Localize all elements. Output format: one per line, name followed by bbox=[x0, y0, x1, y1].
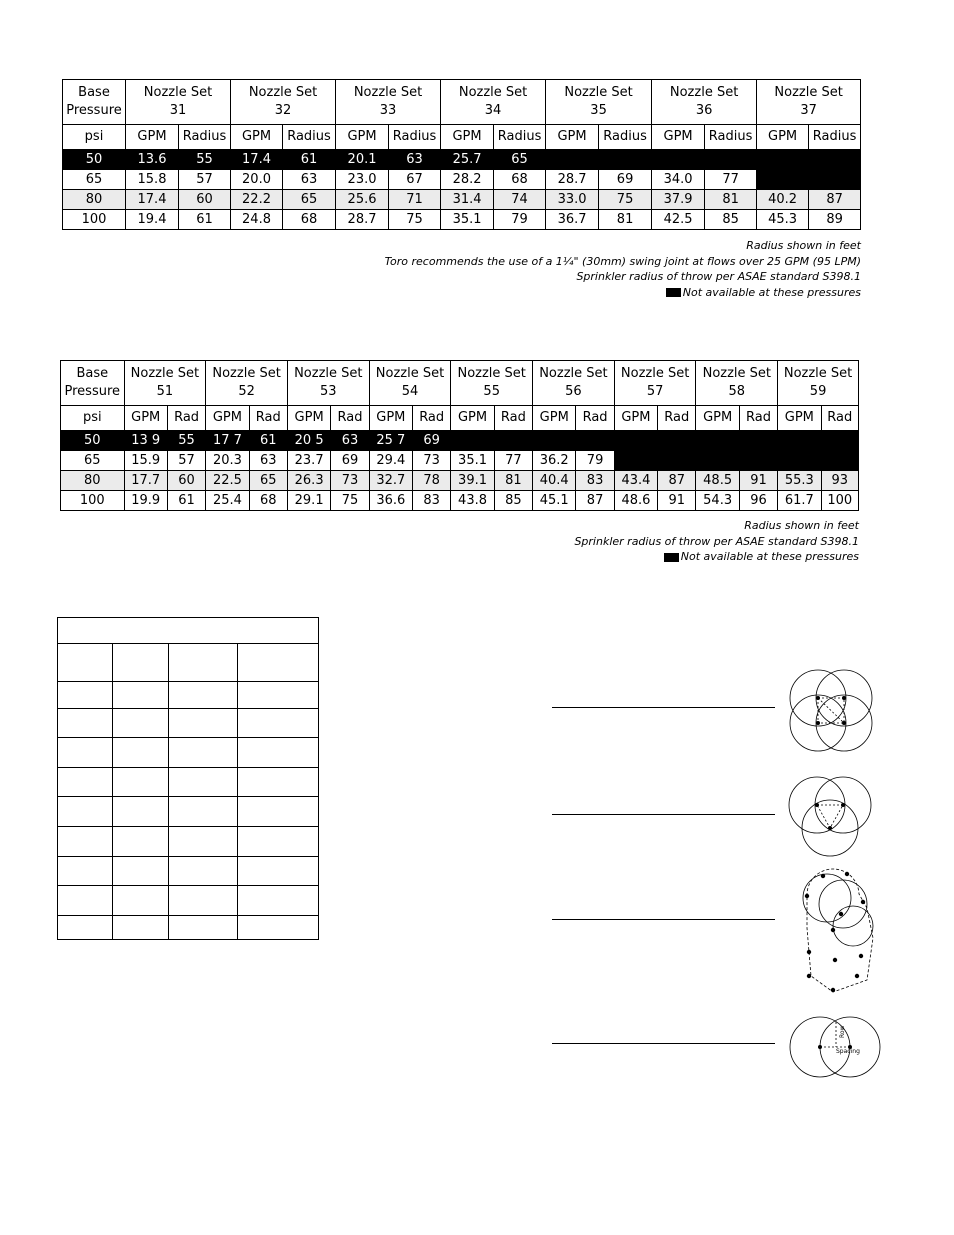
table-header-row bbox=[61, 361, 859, 406]
value-cell: 61 bbox=[179, 210, 231, 230]
value-cell: 17.4 bbox=[126, 190, 179, 210]
value-cell bbox=[696, 431, 739, 451]
nozzle-set-header: Nozzle Set 51 bbox=[124, 361, 206, 406]
radius-header: Rad bbox=[494, 406, 532, 431]
blank-row bbox=[58, 738, 319, 768]
value-cell bbox=[809, 170, 861, 190]
value-cell: 24.8 bbox=[231, 210, 283, 230]
value-cell: 36.2 bbox=[533, 451, 576, 471]
gpm-header: GPM bbox=[696, 406, 739, 431]
value-cell: 63 bbox=[283, 170, 336, 190]
blank-cell bbox=[113, 644, 169, 682]
blank-cell bbox=[169, 768, 238, 797]
value-cell bbox=[652, 150, 705, 170]
value-cell: 37.9 bbox=[652, 190, 705, 210]
blank-row bbox=[58, 797, 319, 827]
value-cell: 85 bbox=[494, 491, 532, 511]
value-cell: 60 bbox=[167, 471, 205, 491]
blank-cell bbox=[169, 738, 238, 768]
value-cell: 19.4 bbox=[126, 210, 179, 230]
black-square-icon bbox=[664, 553, 679, 562]
value-cell: 45.1 bbox=[533, 491, 576, 511]
blank-cell bbox=[238, 644, 319, 682]
value-cell: 31.4 bbox=[441, 190, 494, 210]
nozzle-set-header: Nozzle Set 53 bbox=[287, 361, 369, 406]
blank-cell bbox=[113, 827, 169, 857]
blank-row bbox=[58, 768, 319, 797]
value-cell: 81 bbox=[494, 471, 532, 491]
note-line: Toro recommends the use of a 1¼" (30mm) swing joint at flows over 25 GPM (95 LPM) bbox=[384, 254, 861, 268]
value-cell: 69 bbox=[599, 170, 652, 190]
blank-cell bbox=[169, 644, 238, 682]
value-cell: 87 bbox=[809, 190, 861, 210]
radius-header: Rad bbox=[331, 406, 369, 431]
blank-cell bbox=[169, 827, 238, 857]
legend-not-available: Not available at these pressures bbox=[574, 549, 859, 565]
blank-cell bbox=[58, 644, 113, 682]
value-cell: 32.7 bbox=[369, 471, 412, 491]
gpm-header: GPM bbox=[652, 125, 705, 150]
blank-cell bbox=[113, 857, 169, 886]
note-line: Radius shown in feet bbox=[744, 519, 859, 532]
value-cell: 55.3 bbox=[778, 471, 821, 491]
table-row bbox=[63, 210, 861, 230]
value-cell: 78 bbox=[413, 471, 451, 491]
value-cell: 75 bbox=[389, 210, 441, 230]
note-line: Sprinkler radius of throw per ASAE standard S398.1 bbox=[576, 270, 861, 283]
black-square-icon bbox=[666, 288, 681, 297]
table-row bbox=[61, 451, 859, 471]
value-cell: 45.3 bbox=[757, 210, 809, 230]
blank-cell bbox=[113, 916, 169, 940]
value-cell: 34.0 bbox=[652, 170, 705, 190]
blank-cell bbox=[238, 768, 319, 797]
value-cell: 22.2 bbox=[231, 190, 283, 210]
value-cell bbox=[614, 431, 657, 451]
table2-notes bbox=[574, 518, 859, 565]
gpm-header: GPM bbox=[451, 406, 494, 431]
blank-cell bbox=[58, 768, 113, 797]
value-cell bbox=[494, 431, 532, 451]
blank-cell bbox=[58, 709, 113, 738]
value-cell: 48.5 bbox=[696, 471, 739, 491]
value-cell: 13 9 bbox=[124, 431, 167, 451]
nozzle-set-header: Nozzle Set 37 bbox=[757, 80, 861, 125]
radius-header: Radius bbox=[179, 125, 231, 150]
value-cell: 43.8 bbox=[451, 491, 494, 511]
nozzle-set-header: Nozzle Set 36 bbox=[652, 80, 757, 125]
radius-header: Radius bbox=[705, 125, 757, 150]
value-cell: 91 bbox=[658, 491, 696, 511]
radius-header: Rad bbox=[739, 406, 777, 431]
gpm-header: GPM bbox=[614, 406, 657, 431]
value-cell: 75 bbox=[331, 491, 369, 511]
value-cell: 55 bbox=[167, 431, 205, 451]
irregular-layout-diagram bbox=[797, 868, 877, 996]
pressure-cell: 100 bbox=[61, 491, 125, 511]
nozzle-set-header: Nozzle Set 52 bbox=[206, 361, 288, 406]
value-cell: 28.7 bbox=[546, 170, 599, 190]
value-cell: 69 bbox=[331, 451, 369, 471]
spacing-label: Spacing bbox=[836, 1048, 860, 1055]
row-label: Row bbox=[839, 1025, 846, 1038]
value-cell bbox=[599, 150, 652, 170]
blank-grid-table bbox=[57, 617, 319, 940]
value-cell: 25 7 bbox=[369, 431, 412, 451]
blank-row bbox=[58, 709, 319, 738]
value-cell bbox=[821, 451, 858, 471]
radius-header: Radius bbox=[599, 125, 652, 150]
value-cell: 35.1 bbox=[451, 451, 494, 471]
value-cell bbox=[778, 451, 821, 471]
gpm-header: GPM bbox=[778, 406, 821, 431]
nozzle-set-header: Nozzle Set 56 bbox=[533, 361, 615, 406]
value-cell: 29.1 bbox=[287, 491, 330, 511]
value-cell: 20.3 bbox=[206, 451, 249, 471]
radius-header: Radius bbox=[494, 125, 546, 150]
nozzle-table-51-59 bbox=[60, 360, 859, 511]
value-cell: 28.7 bbox=[336, 210, 389, 230]
blank-row bbox=[58, 857, 319, 886]
value-cell: 33.0 bbox=[546, 190, 599, 210]
nozzle-set-header: Nozzle Set 54 bbox=[369, 361, 451, 406]
legend-not-available: Not available at these pressures bbox=[385, 285, 861, 301]
nozzle-set-header: Nozzle Set 58 bbox=[696, 361, 778, 406]
table-subheader-row bbox=[63, 125, 861, 150]
value-cell: 65 bbox=[283, 190, 336, 210]
table-subheader-row bbox=[61, 406, 859, 431]
blank-cell bbox=[58, 857, 113, 886]
blank-cell bbox=[58, 738, 113, 768]
value-cell: 67 bbox=[389, 170, 441, 190]
pressure-cell: 65 bbox=[61, 451, 125, 471]
radius-header: Rad bbox=[167, 406, 205, 431]
blank-cell bbox=[113, 682, 169, 709]
value-cell: 25.7 bbox=[441, 150, 494, 170]
value-cell: 17.4 bbox=[231, 150, 283, 170]
gpm-header: GPM bbox=[441, 125, 494, 150]
gpm-header: GPM bbox=[231, 125, 283, 150]
value-cell: 63 bbox=[389, 150, 441, 170]
value-cell: 15.8 bbox=[126, 170, 179, 190]
table1-notes bbox=[385, 238, 861, 300]
value-cell: 17 7 bbox=[206, 431, 249, 451]
value-cell: 13.6 bbox=[126, 150, 179, 170]
table-row bbox=[61, 471, 859, 491]
table-row bbox=[63, 170, 861, 190]
value-cell: 81 bbox=[705, 190, 757, 210]
nozzle-set-header: Nozzle Set 33 bbox=[336, 80, 441, 125]
write-in-line[interactable] bbox=[552, 919, 775, 920]
note-line: Radius shown in feet bbox=[746, 239, 861, 252]
gpm-header: GPM bbox=[206, 406, 249, 431]
value-cell: 73 bbox=[413, 451, 451, 471]
gpm-header: GPM bbox=[126, 125, 179, 150]
value-cell bbox=[546, 150, 599, 170]
gpm-header: GPM bbox=[336, 125, 389, 150]
write-in-line[interactable] bbox=[552, 1043, 775, 1044]
value-cell: 69 bbox=[413, 431, 451, 451]
value-cell: 36.6 bbox=[369, 491, 412, 511]
blank-cell bbox=[169, 857, 238, 886]
value-cell: 29.4 bbox=[369, 451, 412, 471]
write-in-line[interactable] bbox=[552, 814, 775, 815]
value-cell: 54.3 bbox=[696, 491, 739, 511]
nozzle-set-header: Nozzle Set 55 bbox=[451, 361, 533, 406]
value-cell bbox=[705, 150, 757, 170]
blank-cell bbox=[113, 768, 169, 797]
value-cell: 68 bbox=[494, 170, 546, 190]
value-cell: 83 bbox=[576, 471, 614, 491]
blank-cell bbox=[58, 618, 319, 644]
value-cell: 20.1 bbox=[336, 150, 389, 170]
value-cell: 43.4 bbox=[614, 471, 657, 491]
value-cell: 87 bbox=[658, 471, 696, 491]
value-cell: 40.4 bbox=[533, 471, 576, 491]
value-cell bbox=[658, 431, 696, 451]
value-cell: 89 bbox=[809, 210, 861, 230]
unit-cell: psi bbox=[63, 125, 126, 150]
blank-cell bbox=[238, 797, 319, 827]
value-cell: 61 bbox=[167, 491, 205, 511]
value-cell: 93 bbox=[821, 471, 858, 491]
blank-title-row bbox=[58, 618, 319, 644]
value-cell: 74 bbox=[494, 190, 546, 210]
pressure-cell: 80 bbox=[61, 471, 125, 491]
nozzle-table-31-37 bbox=[62, 79, 861, 230]
radius-header: Rad bbox=[658, 406, 696, 431]
value-cell: 57 bbox=[167, 451, 205, 471]
radius-header: Radius bbox=[809, 125, 861, 150]
table-row bbox=[63, 150, 861, 170]
table-header-row bbox=[63, 80, 861, 125]
value-cell: 79 bbox=[494, 210, 546, 230]
blank-cell bbox=[238, 886, 319, 916]
radius-header: Radius bbox=[283, 125, 336, 150]
value-cell: 39.1 bbox=[451, 471, 494, 491]
gpm-header: GPM bbox=[533, 406, 576, 431]
radius-header: Radius bbox=[389, 125, 441, 150]
nozzle-set-header: Nozzle Set 57 bbox=[614, 361, 696, 406]
nozzle-set-header: Nozzle Set 35 bbox=[546, 80, 652, 125]
square-spacing-diagram bbox=[786, 667, 878, 755]
blank-row bbox=[58, 886, 319, 916]
pressure-cell: 50 bbox=[61, 431, 125, 451]
nozzle-set-header: Nozzle Set 32 bbox=[231, 80, 336, 125]
radius-header: Rad bbox=[413, 406, 451, 431]
blank-cell bbox=[238, 827, 319, 857]
value-cell bbox=[696, 451, 739, 471]
blank-cell bbox=[169, 886, 238, 916]
value-cell: 19.9 bbox=[124, 491, 167, 511]
value-cell: 79 bbox=[576, 451, 614, 471]
blank-cell bbox=[238, 916, 319, 940]
value-cell: 96 bbox=[739, 491, 777, 511]
value-cell: 26.3 bbox=[287, 471, 330, 491]
gpm-header: GPM bbox=[124, 406, 167, 431]
value-cell: 48.6 bbox=[614, 491, 657, 511]
value-cell bbox=[658, 451, 696, 471]
note-line: Sprinkler radius of throw per ASAE standard S398.1 bbox=[574, 534, 859, 548]
value-cell bbox=[614, 451, 657, 471]
value-cell bbox=[451, 431, 494, 451]
value-cell: 60 bbox=[179, 190, 231, 210]
value-cell: 63 bbox=[249, 451, 287, 471]
table-row bbox=[61, 431, 859, 451]
row-spacing-diagram bbox=[786, 1016, 884, 1080]
value-cell: 100 bbox=[821, 491, 858, 511]
blank-cell bbox=[169, 797, 238, 827]
value-cell: 40.2 bbox=[757, 190, 809, 210]
blank-cell bbox=[113, 709, 169, 738]
blank-cell bbox=[169, 916, 238, 940]
value-cell bbox=[778, 431, 821, 451]
value-cell bbox=[739, 451, 777, 471]
value-cell: 25.6 bbox=[336, 190, 389, 210]
pressure-cell: 100 bbox=[63, 210, 126, 230]
value-cell bbox=[757, 170, 809, 190]
blank-cell bbox=[169, 709, 238, 738]
gpm-header: GPM bbox=[757, 125, 809, 150]
value-cell: 20.0 bbox=[231, 170, 283, 190]
radius-header: Rad bbox=[249, 406, 287, 431]
value-cell: 81 bbox=[599, 210, 652, 230]
value-cell bbox=[739, 431, 777, 451]
value-cell: 77 bbox=[494, 451, 532, 471]
value-cell: 71 bbox=[389, 190, 441, 210]
blank-row bbox=[58, 827, 319, 857]
base-pressure-header: Base Pressure bbox=[63, 80, 126, 125]
blank-cell bbox=[58, 827, 113, 857]
value-cell bbox=[809, 150, 861, 170]
value-cell: 25.4 bbox=[206, 491, 249, 511]
value-cell: 17.7 bbox=[124, 471, 167, 491]
value-cell: 23.7 bbox=[287, 451, 330, 471]
triangular-spacing-diagram bbox=[786, 774, 876, 860]
nozzle-set-header: Nozzle Set 59 bbox=[778, 361, 859, 406]
nozzle-set-header: Nozzle Set 34 bbox=[441, 80, 546, 125]
base-pressure-header: Base Pressure bbox=[61, 361, 125, 406]
value-cell: 85 bbox=[705, 210, 757, 230]
radius-header: Rad bbox=[576, 406, 614, 431]
value-cell: 61 bbox=[249, 431, 287, 451]
blank-cell bbox=[58, 797, 113, 827]
gpm-header: GPM bbox=[287, 406, 330, 431]
blank-cell bbox=[169, 682, 238, 709]
unit-cell: psi bbox=[61, 406, 125, 431]
value-cell: 87 bbox=[576, 491, 614, 511]
blank-cell bbox=[113, 797, 169, 827]
value-cell bbox=[821, 431, 858, 451]
value-cell: 65 bbox=[494, 150, 546, 170]
value-cell: 15.9 bbox=[124, 451, 167, 471]
value-cell: 77 bbox=[705, 170, 757, 190]
blank-cell bbox=[58, 916, 113, 940]
value-cell bbox=[576, 431, 614, 451]
value-cell: 61.7 bbox=[778, 491, 821, 511]
blank-header-row bbox=[58, 644, 319, 682]
value-cell: 22.5 bbox=[206, 471, 249, 491]
nozzle-set-header: Nozzle Set 31 bbox=[126, 80, 231, 125]
gpm-header: GPM bbox=[369, 406, 412, 431]
value-cell: 61 bbox=[283, 150, 336, 170]
value-cell bbox=[757, 150, 809, 170]
value-cell: 68 bbox=[283, 210, 336, 230]
blank-cell bbox=[113, 886, 169, 916]
value-cell: 83 bbox=[413, 491, 451, 511]
value-cell: 35.1 bbox=[441, 210, 494, 230]
value-cell: 65 bbox=[249, 471, 287, 491]
table-row bbox=[61, 491, 859, 511]
blank-cell bbox=[113, 738, 169, 768]
blank-cell bbox=[238, 682, 319, 709]
pressure-cell: 65 bbox=[63, 170, 126, 190]
gpm-header: GPM bbox=[546, 125, 599, 150]
blank-row bbox=[58, 682, 319, 709]
value-cell: 36.7 bbox=[546, 210, 599, 230]
table-row bbox=[63, 190, 861, 210]
value-cell: 55 bbox=[179, 150, 231, 170]
pressure-cell: 80 bbox=[63, 190, 126, 210]
pressure-cell: 50 bbox=[63, 150, 126, 170]
blank-cell bbox=[238, 709, 319, 738]
blank-cell bbox=[238, 738, 319, 768]
value-cell: 75 bbox=[599, 190, 652, 210]
value-cell: 73 bbox=[331, 471, 369, 491]
value-cell: 63 bbox=[331, 431, 369, 451]
value-cell: 68 bbox=[249, 491, 287, 511]
value-cell: 28.2 bbox=[441, 170, 494, 190]
value-cell bbox=[533, 431, 576, 451]
write-in-line[interactable] bbox=[552, 707, 775, 708]
value-cell: 23.0 bbox=[336, 170, 389, 190]
blank-row bbox=[58, 916, 319, 940]
blank-cell bbox=[58, 682, 113, 709]
blank-cell bbox=[238, 857, 319, 886]
value-cell: 42.5 bbox=[652, 210, 705, 230]
blank-cell bbox=[58, 886, 113, 916]
value-cell: 20 5 bbox=[287, 431, 330, 451]
value-cell: 91 bbox=[739, 471, 777, 491]
value-cell: 57 bbox=[179, 170, 231, 190]
radius-header: Rad bbox=[821, 406, 858, 431]
